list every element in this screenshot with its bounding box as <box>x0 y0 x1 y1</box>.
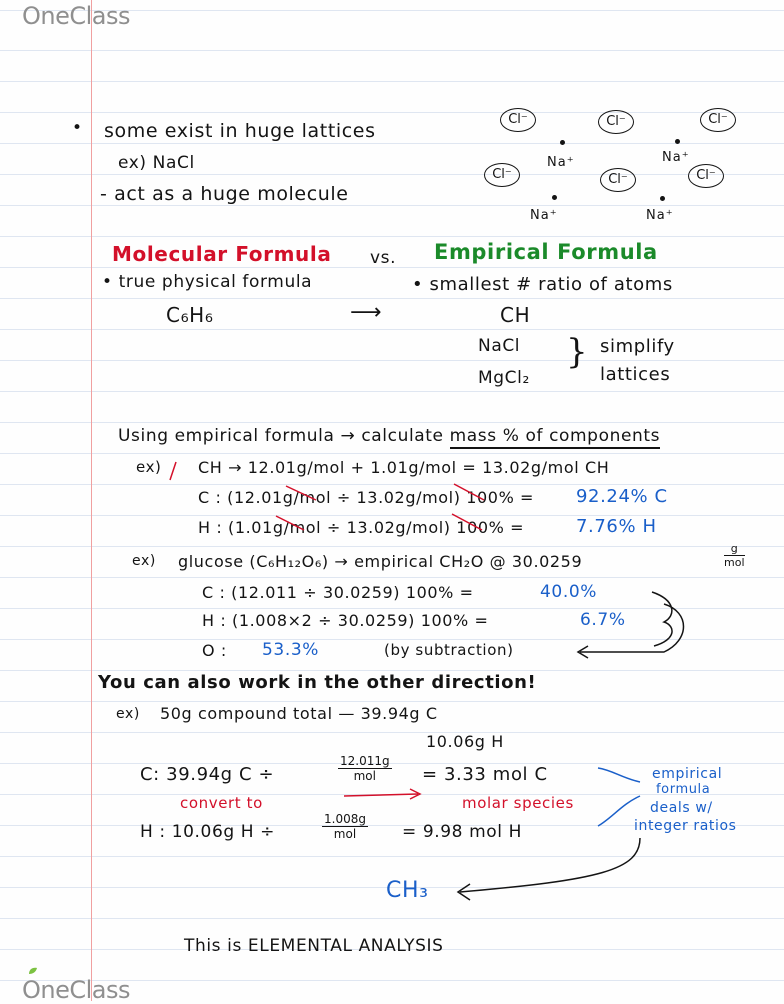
cl-ion: Cl⁻ <box>500 108 536 132</box>
ex2-line: glucose (C₆H₁₂O₆) → empirical CH₂O @ 30.0259 <box>178 552 583 571</box>
reverse-ex-line: 50g compound total — 39.94g C <box>160 704 438 723</box>
logo-text: OneClass <box>22 2 131 30</box>
oneclass-logo-bottom <box>22 976 130 1004</box>
lattice-line-2: ex) NaCl <box>118 153 195 173</box>
cl-ion: Cl⁻ <box>600 168 636 192</box>
c-frac-den: mol <box>353 769 376 783</box>
vs-label: vs. <box>370 248 397 268</box>
molar-species-label: molar species <box>462 794 574 812</box>
reverse-ex-label: ex) <box>116 706 140 722</box>
c-percent-result: 92.24% C <box>576 486 668 507</box>
simplify-label: simplify <box>600 336 675 357</box>
note-line-2: formula <box>656 782 711 797</box>
o-glucose-result: 53.3% <box>262 640 320 660</box>
unit-den: mol <box>724 556 745 569</box>
molecular-formula-title: Molecular Formula <box>112 242 332 266</box>
h-frac-den: mol <box>333 827 357 841</box>
na-ion: Na⁺ <box>530 208 558 223</box>
ch-formula: CH <box>500 303 531 327</box>
h-frac-num: 1.008g <box>324 812 366 826</box>
c-frac-num: 12.011g <box>340 754 390 768</box>
cl-ion: Cl⁻ <box>484 163 520 187</box>
na-ion: Na⁺ <box>646 208 674 223</box>
benzene-formula: C₆H₆ <box>166 303 214 327</box>
note-line-4: integer ratios <box>634 818 737 834</box>
lattice-line-3: - act as a huge molecule <box>100 183 349 205</box>
c-moles-line: C: 39.94g C ÷ <box>140 764 275 785</box>
note-line-3: deals w/ <box>650 800 713 816</box>
cl-ion: Cl⁻ <box>700 108 736 132</box>
ex2-label: ex) <box>132 553 156 569</box>
brace: } <box>566 332 588 372</box>
empirical-bullet: • smallest # ratio of atoms <box>412 274 673 295</box>
lattices-label: lattices <box>600 364 671 385</box>
c-glucose-result: 40.0% <box>540 582 598 602</box>
c-glucose-line: C : (12.011 ÷ 30.0259) 100% = <box>202 583 474 602</box>
arrow: ⟶ <box>350 300 383 325</box>
note-line-1: empirical <box>652 766 723 782</box>
h-glucose-result: 6.7% <box>580 610 626 630</box>
mgcl2-formula: MgCl₂ <box>478 368 530 388</box>
h-percent-result: 7.76% H <box>576 516 657 537</box>
empirical-formula-title: Empirical Formula <box>434 240 658 264</box>
calc-intro-text: Using empirical formula → calculate <box>118 426 444 446</box>
o-glucose-label: O : <box>202 641 227 660</box>
lattice-line-1: some exist in huge lattices <box>104 120 376 142</box>
na-ion: Na⁺ <box>662 150 690 165</box>
molecular-bullet: • true physical formula <box>102 272 313 292</box>
h-percent-line: H : (1.01g/mol ÷ 13.02g/mol) 100% = <box>198 518 525 537</box>
bullet: • <box>72 118 83 138</box>
reverse-ex-line-2: 10.06g H <box>426 732 504 751</box>
cl-ion: Cl⁻ <box>688 164 724 188</box>
h-moles-result: = 9.98 mol H <box>402 822 522 842</box>
c-moles-result: = 3.33 mol C <box>422 764 548 785</box>
calc-intro-underlined: mass % of components <box>450 426 660 449</box>
o-glucose-note: (by subtraction) <box>384 641 514 659</box>
unit-num: g <box>724 542 745 556</box>
cl-ion: Cl⁻ <box>598 110 634 134</box>
closing-line: This is ELEMENTAL ANALYSIS <box>184 936 444 956</box>
ex1-label: ex) <box>136 458 162 476</box>
ex1-line: CH → 12.01g/mol + 1.01g/mol = 13.02g/mol CH <box>198 458 610 477</box>
ch3-result: CH₃ <box>386 878 429 903</box>
h-glucose-line: H : (1.008×2 ÷ 30.0259) 100% = <box>202 611 489 630</box>
c-percent-line: C : (12.01g/mol ÷ 13.02g/mol) 100% = <box>198 488 535 507</box>
reverse-heading: You can also work in the other direction! <box>98 672 537 693</box>
convert-to-label: convert to <box>180 794 263 812</box>
h-moles-line: H : 10.06g H ÷ <box>140 822 276 842</box>
na-ion: Na⁺ <box>547 155 575 170</box>
nacl-formula: NaCl <box>478 336 521 356</box>
logo-text: OneClass <box>22 976 131 1004</box>
leaf-icon <box>28 967 38 975</box>
